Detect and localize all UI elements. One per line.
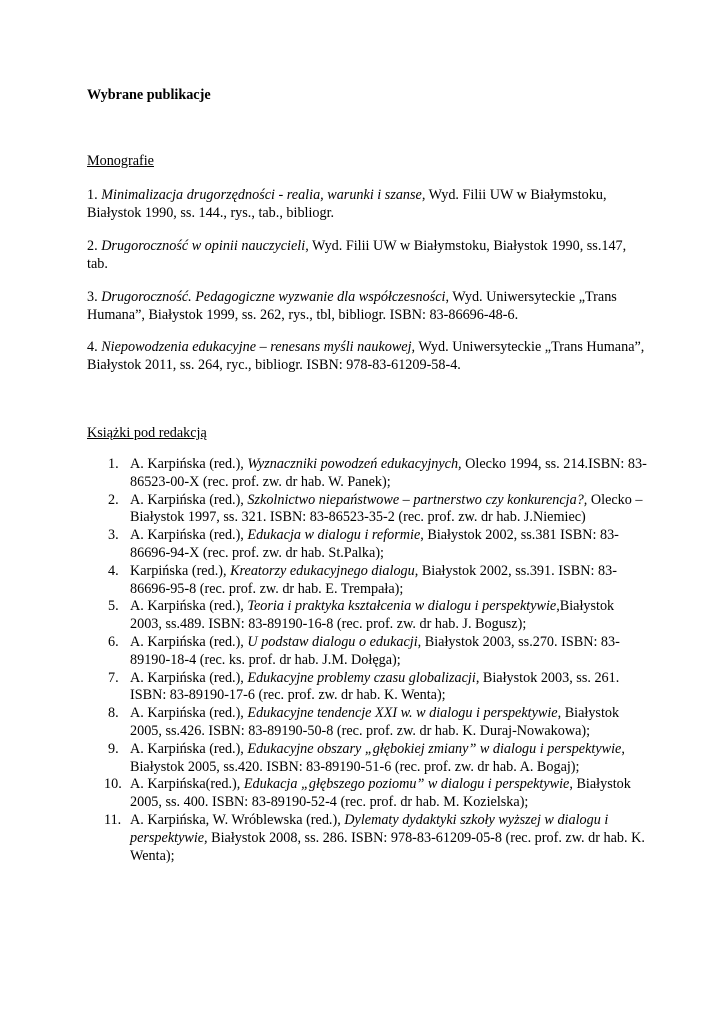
- list-item: [87, 741, 647, 777]
- item-number: 4.: [108, 562, 119, 579]
- item-title: Kreatorzy edukacyjnego dialogu: [230, 562, 415, 579]
- item-details: , Białystok 2002, ss.381 ISBN: 83-86696-94-X (rec. prof. zw. dr hab. St.Palka);: [130, 527, 619, 561]
- item-details: Wyd. Uniwersyteckie „Trans Humana”, Białystok 2011, ss. 264, ryc., bibliogr. ISBN: 978-83-61209-58-4.: [87, 339, 645, 373]
- item-number: 2.: [108, 491, 119, 508]
- item-authors: A. Karpińska, W. Wróblewska (red.),: [130, 811, 345, 828]
- item-number: 7.: [108, 669, 119, 686]
- item-title: Edukacyjne problemy czasu globalizacji: [247, 669, 476, 686]
- item-authors: A. Karpińska (red.),: [130, 669, 248, 686]
- item-title: Teoria i praktyka kształcenia w dialogu i perspektywie: [247, 598, 557, 615]
- item-title: Wyznaczniki powodzeń edukacyjnych,: [247, 456, 462, 472]
- item-title: Drugoroczność. Pedagogiczne wyzwanie dla współczesności: [101, 289, 446, 305]
- item-details: Wyd. Filii UW w Białymstoku, Białystok 1990, ss. 144., rys., tab., bibliogr.: [87, 187, 607, 221]
- item-details: Białystok 2008, ss. 286. ISBN: 978-83-61209-05-8 (rec. prof. zw. dr hab. K. Wenta);: [130, 829, 645, 864]
- item-title: Minimalizacja drugorzędności - realia, warunki i szanse,: [101, 187, 426, 203]
- item-details: , Białystok 2002, ss.391. ISBN: 83-86696-95-8 (rec. prof. zw. dr hab. E. Trempała);: [130, 562, 617, 597]
- item-title: Edukacja „głębszego poziomu” w dialogu i perspektywie: [243, 776, 570, 793]
- list-item: [87, 670, 647, 706]
- list-item: [87, 776, 647, 812]
- item-number: 4.: [87, 339, 98, 355]
- item-details: , Wyd. Uniwersyteckie „Trans Humana”, Białystok 1999, ss. 262, rys., tbl, bibliogr. ISBN: 83-86696-48-6.: [87, 289, 617, 323]
- item-title: Edukacja w dialogu i reformie: [247, 527, 421, 544]
- item-authors: A. Karpińska (red.),: [130, 598, 248, 615]
- item-details: Olecko 1994, ss. 214.ISBN: 83-86523-00-X (rec. prof. zw. dr hab. W. Panek);: [130, 456, 647, 490]
- item-title: Drugoroczność w opinii nauczycieli: [101, 238, 306, 254]
- list-item: [87, 705, 647, 741]
- section-heading-monografie: Monografie: [87, 153, 154, 169]
- monografia-item: [87, 339, 647, 375]
- item-number: 6.: [108, 633, 119, 650]
- item-details: , Białystok 2003, ss.270. ISBN: 83-89190-18-4 (rec. ks. prof. dr hab. J.M. Dołęga);: [130, 633, 620, 668]
- item-authors: A. Karpińska(red.),: [130, 776, 244, 793]
- list-item: [87, 634, 647, 670]
- item-authors: A. Karpińska (red.),: [130, 740, 248, 757]
- item-authors: A. Karpińska (red.),: [130, 491, 248, 508]
- item-number: 3.: [87, 289, 98, 305]
- list-item: [87, 456, 647, 492]
- item-title: Edukacyjne obszary „głębokiej zmiany” w dialogu i perspektywie: [247, 740, 622, 757]
- list-item: [87, 812, 647, 865]
- item-number: 1.: [87, 187, 98, 203]
- section-heading-ksiazki: Książki pod redakcją: [87, 425, 207, 441]
- list-item: [87, 492, 647, 528]
- item-number: 1.: [108, 456, 119, 472]
- item-details: , Białystok 2005, ss.420. ISBN: 83-89190-51-6 (rec. prof. zw. dr hab. A. Bogaj);: [130, 740, 625, 775]
- list-item: [87, 563, 647, 599]
- item-details: Olecko – Białystok 1997, ss. 321. ISBN: 83-86523-35-2 (rec. prof. zw. dr hab. J.Niemiec): [130, 491, 643, 526]
- edited-books-list: [87, 456, 647, 865]
- item-details: , Białystok 2005, ss. 400. ISBN: 83-89190-52-4 (rec. prof. dr hab. M. Kozielska);: [130, 776, 631, 811]
- item-details: , Wyd. Filii UW w Białymstoku, Białystok 1990, ss.147, tab.: [87, 238, 627, 272]
- item-number: 11.: [104, 811, 122, 828]
- item-number: 2.: [87, 238, 98, 254]
- monografia-item: [87, 238, 647, 274]
- item-number: 9.: [108, 740, 119, 757]
- item-details: , Białystok 2005, ss.426. ISBN: 83-89190-50-8 (rec. prof. zw. dr hab. K. Duraj-Nowakowa);: [130, 705, 620, 739]
- monografia-item: [87, 289, 647, 325]
- item-title: Szkolnictwo niepaństwowe – partnerstwo czy konkurencja?,: [247, 491, 588, 508]
- item-details: ,Białystok 2003, ss.489. ISBN: 83-89190-16-8 (rec. prof. zw. dr hab. J. Bogusz);: [130, 598, 615, 633]
- page-title: Wybrane publikacje: [87, 87, 211, 103]
- item-authors: A. Karpińska (red.),: [130, 633, 248, 650]
- item-number: 5.: [108, 598, 119, 615]
- monografia-item: [87, 187, 647, 223]
- list-item: [87, 527, 647, 563]
- item-number: 3.: [108, 527, 119, 544]
- item-authors: A. Karpińska (red.),: [130, 705, 248, 722]
- item-authors: Karpińska (red.),: [130, 562, 231, 579]
- item-title: Edukacyjne tendencje XXI w. w dialogu i perspektywie: [247, 705, 558, 722]
- item-number: 8.: [108, 705, 119, 722]
- item-title: U podstaw dialogu o edukacji: [247, 633, 418, 650]
- item-title: Niepowodzenia edukacyjne – renesans myśli naukowej,: [101, 339, 416, 355]
- item-authors: A. Karpińska (red.),: [130, 527, 248, 544]
- list-item: [87, 598, 647, 634]
- item-details: , Białystok 2003, ss. 261. ISBN: 83-89190-17-6 (rec. prof. zw. dr hab. K. Wenta);: [130, 669, 620, 704]
- item-authors: A. Karpińska (red.),: [130, 456, 248, 472]
- item-title: Dylematy dydaktyki szkoły wyższej w dialogu i perspektywie,: [130, 811, 609, 846]
- item-number: 10.: [104, 776, 122, 793]
